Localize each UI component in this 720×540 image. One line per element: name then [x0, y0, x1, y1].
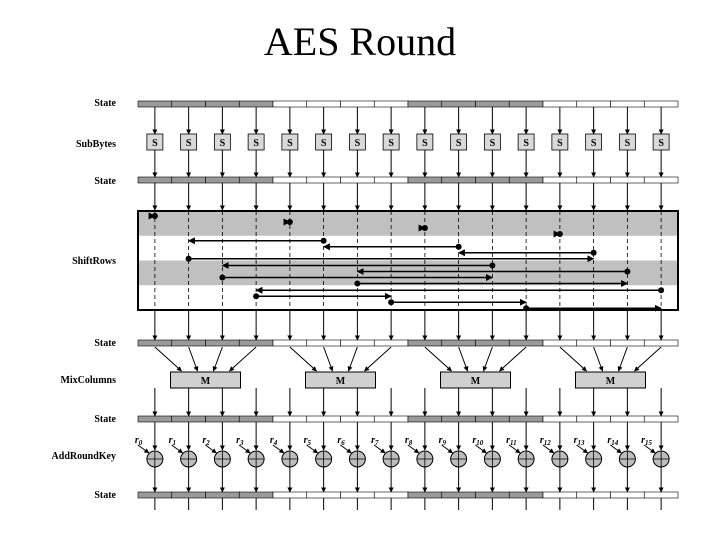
shift-dot-3-0	[658, 287, 664, 293]
state-byte-3-10	[476, 340, 510, 346]
state-byte-5-11	[509, 492, 543, 498]
state-byte-5-12	[543, 492, 577, 498]
state-byte-2-11	[509, 177, 543, 183]
state-byte-5-8	[408, 492, 442, 498]
state-label-5: State	[94, 490, 116, 501]
addroundkey-label: AddRoundKey	[51, 451, 116, 462]
round-key-label-4: $r_4$	[269, 435, 278, 447]
state-byte-5-6	[341, 492, 375, 498]
mixbox-label-1: M	[335, 376, 346, 387]
state-byte-1-9	[442, 101, 476, 107]
state-byte-1-3	[239, 101, 273, 107]
state-byte-3-5	[307, 340, 341, 346]
state-byte-3-11	[509, 340, 543, 346]
page-title: AES Round	[263, 19, 457, 64]
state-byte-5-13	[577, 492, 611, 498]
state-byte-2-15	[644, 177, 678, 183]
state-byte-3-6	[341, 340, 375, 346]
state-byte-4-2	[206, 416, 240, 422]
sbox-label-7: S	[388, 138, 394, 149]
shift-dot-1-3	[186, 256, 192, 262]
mix-in-line-2	[214, 347, 223, 371]
round-key-label-9: $r_9$	[438, 435, 447, 447]
shift-dot-2-3	[354, 281, 360, 287]
sbox-label-11: S	[523, 138, 529, 149]
state-byte-3-7	[374, 340, 408, 346]
state-byte-5-7	[374, 492, 408, 498]
shift-dot-3-2	[388, 299, 394, 305]
state-byte-5-2	[206, 492, 240, 498]
state-byte-2-14	[611, 177, 645, 183]
state-byte-3-2	[206, 340, 240, 346]
state-byte-3-1	[172, 340, 206, 346]
shift-dot-0-0	[152, 213, 158, 219]
state-byte-5-1	[172, 492, 206, 498]
sbox-label-14: S	[624, 138, 631, 149]
mix-in-line-8	[425, 347, 452, 371]
state-byte-1-5	[307, 101, 341, 107]
state-byte-1-6	[341, 101, 375, 107]
state-byte-2-8	[408, 177, 442, 183]
state-byte-4-3	[239, 416, 273, 422]
state-label-1: State	[94, 98, 116, 109]
sbox-label-1: S	[185, 138, 192, 149]
state-byte-2-7	[374, 177, 408, 183]
state-byte-3-0	[138, 340, 172, 346]
mix-in-line-10	[484, 347, 493, 371]
state-byte-5-4	[273, 492, 307, 498]
mix-in-line-6	[349, 347, 358, 371]
round-key-label-14: $r_{14}$	[607, 435, 619, 447]
shift-dot-3-1	[253, 293, 259, 299]
mix-in-line-14	[619, 347, 628, 371]
state-byte-2-3	[239, 177, 273, 183]
round-key-label-2: $r_2$	[202, 435, 210, 447]
state-byte-1-14	[611, 101, 645, 107]
mix-in-line-3	[230, 347, 257, 371]
state-byte-4-14	[611, 416, 645, 422]
sbox-label-8: S	[422, 138, 428, 149]
state-byte-2-2	[206, 177, 240, 183]
shift-dot-0-1	[287, 219, 293, 225]
mix-in-line-4	[290, 347, 317, 371]
shift-dot-2-1	[624, 269, 630, 275]
state-byte-1-8	[408, 101, 442, 107]
state-byte-2-4	[273, 177, 307, 183]
state-label-3: State	[94, 338, 116, 349]
state-label-2: State	[94, 176, 116, 187]
mix-in-line-12	[560, 347, 587, 371]
state-byte-3-13	[577, 340, 611, 346]
state-byte-2-10	[476, 177, 510, 183]
state-byte-4-11	[509, 416, 543, 422]
sbox-label-13: S	[590, 138, 597, 149]
shiftrows-label: ShiftRows	[72, 256, 116, 267]
sbox-label-9: S	[455, 138, 462, 149]
state-byte-4-15	[644, 416, 678, 422]
state-byte-5-3	[239, 492, 273, 498]
state-byte-1-12	[543, 101, 577, 107]
round-key-label-7: $r_7$	[371, 435, 379, 447]
sbox-label-10: S	[489, 138, 496, 149]
state-byte-3-14	[611, 340, 645, 346]
shift-dot-0-2	[422, 225, 428, 231]
state-byte-2-5	[307, 177, 341, 183]
sbox-label-12: S	[557, 138, 563, 149]
shift-dot-2-2	[219, 275, 225, 281]
state-byte-3-9	[442, 340, 476, 346]
state-byte-3-12	[543, 340, 577, 346]
sbox-label-4: S	[287, 138, 293, 149]
mix-in-line-11	[500, 347, 527, 371]
state-byte-3-15	[644, 340, 678, 346]
state-byte-4-12	[543, 416, 577, 422]
state-byte-1-4	[273, 101, 307, 107]
state-byte-5-14	[611, 492, 645, 498]
sbox-label-3: S	[253, 138, 259, 149]
mixcolumns-label: MixColumns	[60, 375, 116, 386]
state-byte-1-15	[644, 101, 678, 107]
state-byte-5-9	[442, 492, 476, 498]
state-byte-2-9	[442, 177, 476, 183]
mix-in-line-5	[324, 347, 333, 371]
state-byte-4-5	[307, 416, 341, 422]
sbox-label-5: S	[320, 138, 327, 149]
round-key-label-0: $r_0$	[134, 435, 143, 447]
state-byte-4-0	[138, 416, 172, 422]
state-byte-4-1	[172, 416, 206, 422]
mix-in-line-0	[155, 347, 182, 371]
state-byte-4-6	[341, 416, 375, 422]
state-byte-2-6	[341, 177, 375, 183]
diagram-layers	[135, 101, 678, 510]
shift-dot-0-3	[557, 231, 563, 237]
state-byte-1-0	[138, 101, 172, 107]
state-byte-1-13	[577, 101, 611, 107]
sbox-label-0: S	[152, 138, 158, 149]
state-byte-1-2	[206, 101, 240, 107]
mixbox-label-2: M	[470, 376, 481, 387]
state-byte-4-8	[408, 416, 442, 422]
state-label-4: State	[94, 414, 116, 425]
state-byte-5-5	[307, 492, 341, 498]
mix-in-line-9	[459, 347, 468, 371]
state-byte-4-4	[273, 416, 307, 422]
shiftrows-band-2	[138, 261, 678, 286]
state-byte-4-13	[577, 416, 611, 422]
round-key-label-1: $r_1$	[168, 435, 177, 447]
round-key-label-10: $r_{10}$	[472, 435, 484, 447]
state-byte-4-9	[442, 416, 476, 422]
mix-in-line-13	[594, 347, 603, 371]
round-key-label-12: $r_{12}$	[539, 435, 551, 447]
round-key-label-15: $r_{15}$	[641, 435, 653, 447]
round-key-label-6: $r_6$	[337, 435, 345, 447]
shift-dot-1-0	[321, 238, 327, 244]
state-byte-3-8	[408, 340, 442, 346]
state-byte-2-0	[138, 177, 172, 183]
shift-dot-1-2	[591, 250, 597, 256]
state-byte-2-12	[543, 177, 577, 183]
state-byte-3-4	[273, 340, 307, 346]
subbytes-label: SubBytes	[75, 139, 116, 150]
round-key-label-3: $r_3$	[236, 435, 244, 447]
state-byte-4-10	[476, 416, 510, 422]
shiftrows-band-0	[138, 211, 678, 236]
state-byte-2-13	[577, 177, 611, 183]
state-byte-5-15	[644, 492, 678, 498]
state-byte-5-0	[138, 492, 172, 498]
round-key-label-5: $r_5$	[303, 435, 312, 447]
mix-in-line-15	[635, 347, 662, 371]
round-key-label-13: $r_{13}$	[573, 435, 585, 447]
mix-in-line-7	[365, 347, 392, 371]
sbox-label-2: S	[219, 138, 226, 149]
state-byte-1-10	[476, 101, 510, 107]
state-byte-1-1	[172, 101, 206, 107]
mixbox-label-0: M	[200, 376, 211, 387]
state-byte-3-3	[239, 340, 273, 346]
mix-in-line-1	[189, 347, 198, 371]
mixbox-label-3: M	[605, 376, 616, 387]
shift-dot-1-1	[456, 244, 462, 250]
sbox-label-6: S	[354, 138, 361, 149]
state-byte-2-1	[172, 177, 206, 183]
round-key-label-11: $r_{11}$	[506, 435, 517, 447]
shift-dot-2-0	[489, 263, 495, 269]
state-byte-1-11	[509, 101, 543, 107]
state-byte-5-10	[476, 492, 510, 498]
state-byte-4-7	[374, 416, 408, 422]
sbox-label-15: S	[658, 138, 664, 149]
state-byte-1-7	[374, 101, 408, 107]
round-key-label-8: $r_8$	[404, 435, 413, 447]
